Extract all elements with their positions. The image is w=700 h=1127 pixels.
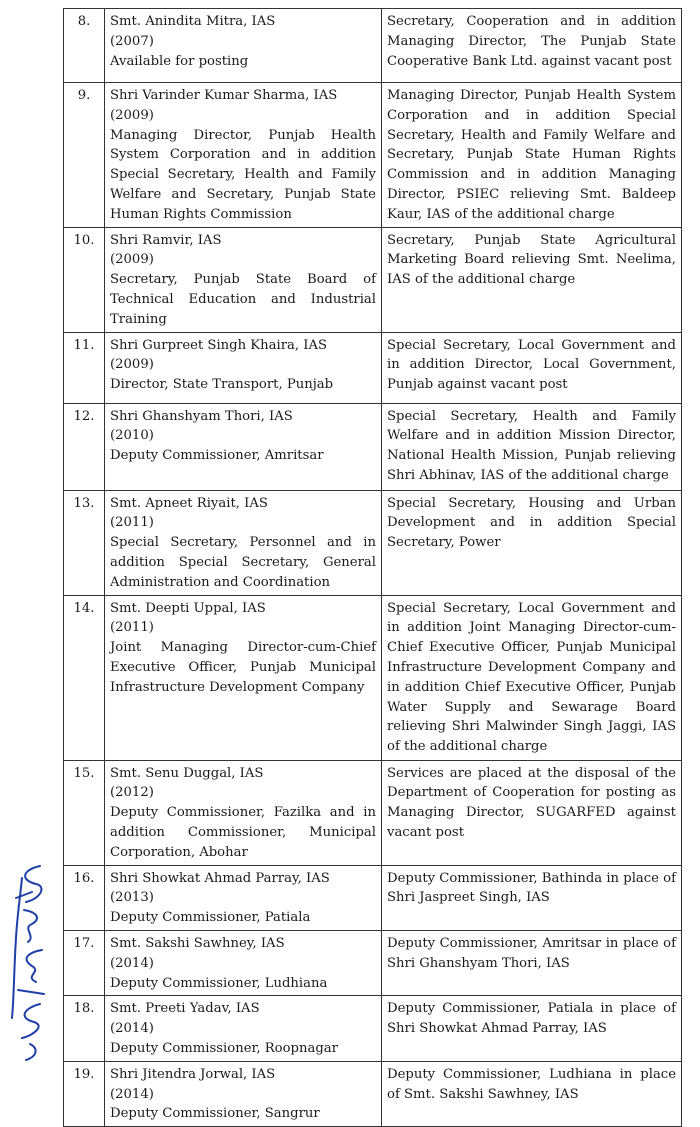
table-row (64, 332, 682, 403)
serial-number: 17. (64, 930, 105, 995)
new-posting: Special Secretary, Health and Family Welfare and in addition Mission Director, National Health Mission, Punjab relieving Shri Abhinav, IAS of the additional charge (382, 403, 682, 490)
officer-cell (105, 930, 382, 995)
serial-number: 14. (64, 595, 105, 760)
new-posting: Deputy Commissioner, Ludhiana in place of Smt. Sakshi Sawhney, IAS (382, 1061, 682, 1126)
table-row (64, 760, 682, 865)
officer-cell (105, 332, 382, 403)
current-posting: Managing Director, Punjab Health System Corporation and in addition Special Secretary, Health and Family Welfare and Secretary, Punjab State Human Rights Commission (110, 127, 376, 222)
table-row (64, 865, 682, 930)
table-row (64, 1061, 682, 1126)
table-row (64, 996, 682, 1061)
officer-cell (105, 1061, 382, 1126)
table-row (64, 490, 682, 595)
officer-cell (105, 490, 382, 595)
serial-number: 13. (64, 490, 105, 595)
serial-number: 18. (64, 996, 105, 1061)
officer-batch: (2007) (110, 33, 154, 49)
officer-batch: (2014) (110, 1086, 154, 1102)
serial-number: 12. (64, 403, 105, 490)
serial-number: 11. (64, 332, 105, 403)
new-posting: Deputy Commissioner, Patiala in place of Shri Showkat Ahmad Parray, IAS (382, 996, 682, 1061)
new-posting: Special Secretary, Housing and Urban Development and in addition Special Secretary, Power (382, 490, 682, 595)
officer-name: Shri Ramvir, IAS (110, 232, 222, 248)
new-posting: Deputy Commissioner, Bathinda in place of Shri Jaspreet Singh, IAS (382, 865, 682, 930)
table-row (64, 930, 682, 995)
new-posting: Special Secretary, Local Government and in addition Joint Managing Director-cum-Chief Executive Officer, Punjab Municipal Infrastructure Development Company and in addition Chief Executive Officer, Punjab Water Supply and Sewarage Board relieving Shri Malwinder Singh Jaggi, IAS of the additional charge (382, 595, 682, 760)
current-posting: Deputy Commissioner, Ludhiana (110, 975, 328, 991)
officer-cell (105, 83, 382, 228)
table-row (64, 595, 682, 760)
officer-cell (105, 403, 382, 490)
officer-batch: (2009) (110, 252, 154, 268)
officer-name: Shri Gurpreet Singh Khaira, IAS (110, 337, 328, 353)
serial-number: 15. (64, 760, 105, 865)
current-posting: Deputy Commissioner, Amritsar (110, 448, 324, 464)
officer-batch: (2014) (110, 955, 154, 971)
current-posting: Secretary, Punjab State Board of Technical Education and Industrial Training (110, 272, 376, 327)
officer-batch: (2014) (110, 1021, 154, 1037)
officer-name: Smt. Apneet Riyait, IAS (110, 495, 268, 511)
serial-number: 8. (64, 9, 105, 83)
new-posting: Services are placed at the disposal of the Department of Cooperation for posting as Managing Director, SUGARFED against vacant post (382, 760, 682, 865)
new-posting: Deputy Commissioner, Amritsar in place of Shri Ghanshyam Thori, IAS (382, 930, 682, 995)
current-posting: Deputy Commissioner, Fazilka and in addition Commissioner, Municipal Corporation, Abohar (110, 805, 376, 860)
new-posting: Managing Director, Punjab Health System Corporation and in addition Special Secretary, Health and Family Welfare and Secretary, Punjab State Human Rights Commission and in addition Managing Director, PSIEC relieving Smt. Baldeep Kaur, IAS of the additional charge (382, 83, 682, 228)
officer-name: Smt. Senu Duggal, IAS (110, 765, 264, 781)
serial-number: 19. (64, 1061, 105, 1126)
serial-number: 16. (64, 865, 105, 930)
new-posting: Secretary, Cooperation and in addition Managing Director, The Punjab State Cooperative Bank Ltd. against vacant post (382, 9, 682, 83)
table-row (64, 83, 682, 228)
officer-batch: (2013) (110, 890, 154, 906)
serial-number: 10. (64, 227, 105, 332)
officer-cell (105, 760, 382, 865)
postings-table-body (64, 9, 682, 1127)
current-posting: Special Secretary, Personnel and in addition Special Secretary, General Administration and Coordination (110, 535, 376, 590)
officer-name: Shri Varinder Kumar Sharma, IAS (110, 88, 338, 103)
table-row (64, 9, 682, 83)
handwritten-signature (2, 858, 56, 1063)
serial-number: 9. (64, 83, 105, 228)
officer-batch: (2012) (110, 785, 154, 801)
officer-name: Smt. Sakshi Sawhney, IAS (110, 935, 285, 951)
officer-name: Shri Showkat Ahmad Parray, IAS (110, 870, 330, 886)
current-posting: Deputy Commissioner, Patiala (110, 910, 311, 926)
current-posting: Deputy Commissioner, Sangrur (110, 1106, 320, 1122)
officer-name: Smt. Deepti Uppal, IAS (110, 600, 266, 616)
current-posting: Joint Managing Director-cum-Chief Executive Officer, Punjab Municipal Infrastructure Development Company (110, 640, 376, 695)
officer-cell (105, 227, 382, 332)
officer-name: Shri Jitendra Jorwal, IAS (110, 1066, 276, 1082)
officer-name: Smt. Anindita Mitra, IAS (110, 14, 276, 29)
officer-batch: (2010) (110, 428, 154, 444)
current-posting: Available for posting (110, 53, 249, 69)
officer-batch: (2011) (110, 620, 154, 636)
current-posting: Director, State Transport, Punjab (110, 377, 334, 393)
officer-batch: (2011) (110, 515, 154, 531)
officer-name: Smt. Preeti Yadav, IAS (110, 1001, 260, 1017)
officer-cell (105, 9, 382, 83)
officer-batch: (2009) (110, 107, 154, 123)
new-posting: Secretary, Punjab State Agricultural Marketing Board relieving Smt. Neelima, IAS of the additional charge (382, 227, 682, 332)
table-row (64, 403, 682, 490)
officer-cell (105, 595, 382, 760)
officer-cell (105, 865, 382, 930)
officer-name: Shri Ghanshyam Thori, IAS (110, 408, 293, 424)
officer-cell (105, 996, 382, 1061)
postings-table (63, 8, 682, 1127)
current-posting: Deputy Commissioner, Roopnagar (110, 1040, 338, 1056)
table-row (64, 227, 682, 332)
new-posting: Special Secretary, Local Government and in addition Director, Local Government, Punjab against vacant post (382, 332, 682, 403)
officer-batch: (2009) (110, 357, 154, 373)
